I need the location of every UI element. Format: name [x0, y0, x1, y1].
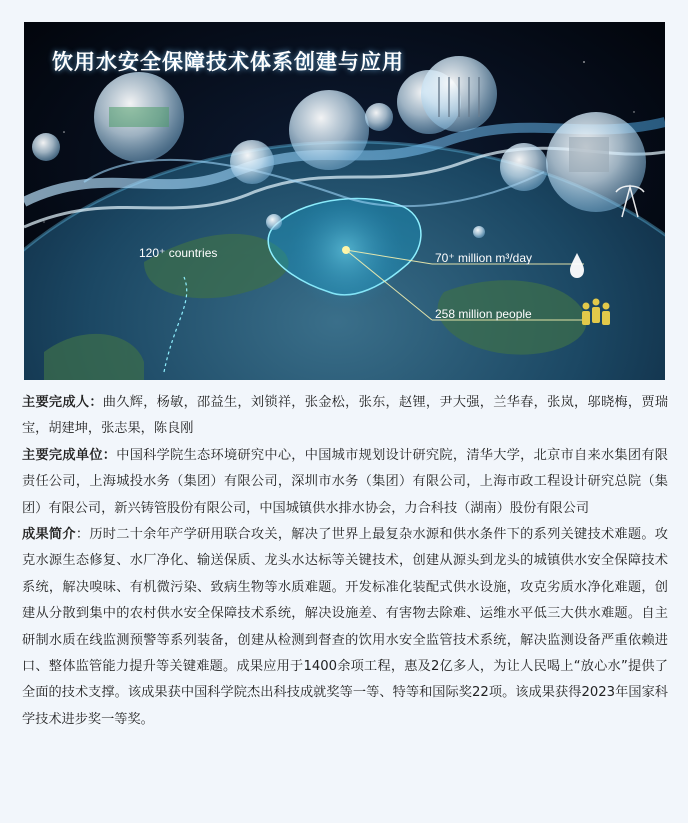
units-paragraph — [22, 443, 668, 522]
article-text — [22, 390, 668, 733]
people-served-label: 258 million people — [435, 307, 532, 321]
completers-paragraph — [22, 390, 668, 443]
summary-paragraph — [22, 522, 668, 733]
countries-label: 120⁺ countries — [139, 246, 218, 260]
completers-label: 主要完成人： — [22, 395, 103, 410]
summary-text: ：历时二十余年产学研用联合攻关，解决了世界上最复杂水源和供水条件下的系列关键技术难题。攻克水源生态修复、水厂净化、输送保质、龙头水达标等关键技术，创建从源头到龙头的城镇供水安全保障技术系统，解决嗅味、有机微污染、致病生物等水质难题。开发标准化装配式供水设施，攻克劣质水净化难题，创建从分散到集中的农村供水安全保障技术系统，解决设施差、有害物去除难、运维水平低三大供水难题。自主研制水质在线监测预警等系列装备，创建从检测到督查的饮用水安全监管技术系统，解决监测设备严重依赖进口、整体监管能力提升等关键难题。成果应用于1400余项工程，惠及2亿多人，为让人民喝上“放心水”提供了全面的技术支撑。该成果获中国科学院杰出科技成就奖等一等、特等和国际奖22项。该成果获得2023年国家科学技术进步奖一等奖。 — [22, 527, 668, 727]
completers-text: 曲久辉，杨敏，邵益生，刘锁祥，张金松，张东，赵锂，尹大强，兰华春，张岚，邬晓梅，贾瑞宝，胡建坤，张志果，陈良刚 — [22, 395, 669, 437]
hero-title: 饮用水安全保障技术体系创建与应用 — [52, 50, 404, 74]
units-text: 中国科学院生态环境研究中心，中国城市规划设计研究院，清华大学，北京市自来水集团有限责任公司，上海城投水务（集团）有限公司，深圳市水务（集团）有限公司，上海市政工程设计研究总院（集团）有限公司，新兴铸管股份有限公司，中国城镇供水排水协会，力合科技（湖南）股份有限公司 — [22, 447, 668, 516]
units-label: 主要完成单位： — [22, 447, 117, 463]
hero-image — [24, 22, 665, 380]
summary-label: 成果简介 — [22, 527, 76, 543]
water-volume-label: 70⁺ million m³/day — [435, 251, 533, 265]
